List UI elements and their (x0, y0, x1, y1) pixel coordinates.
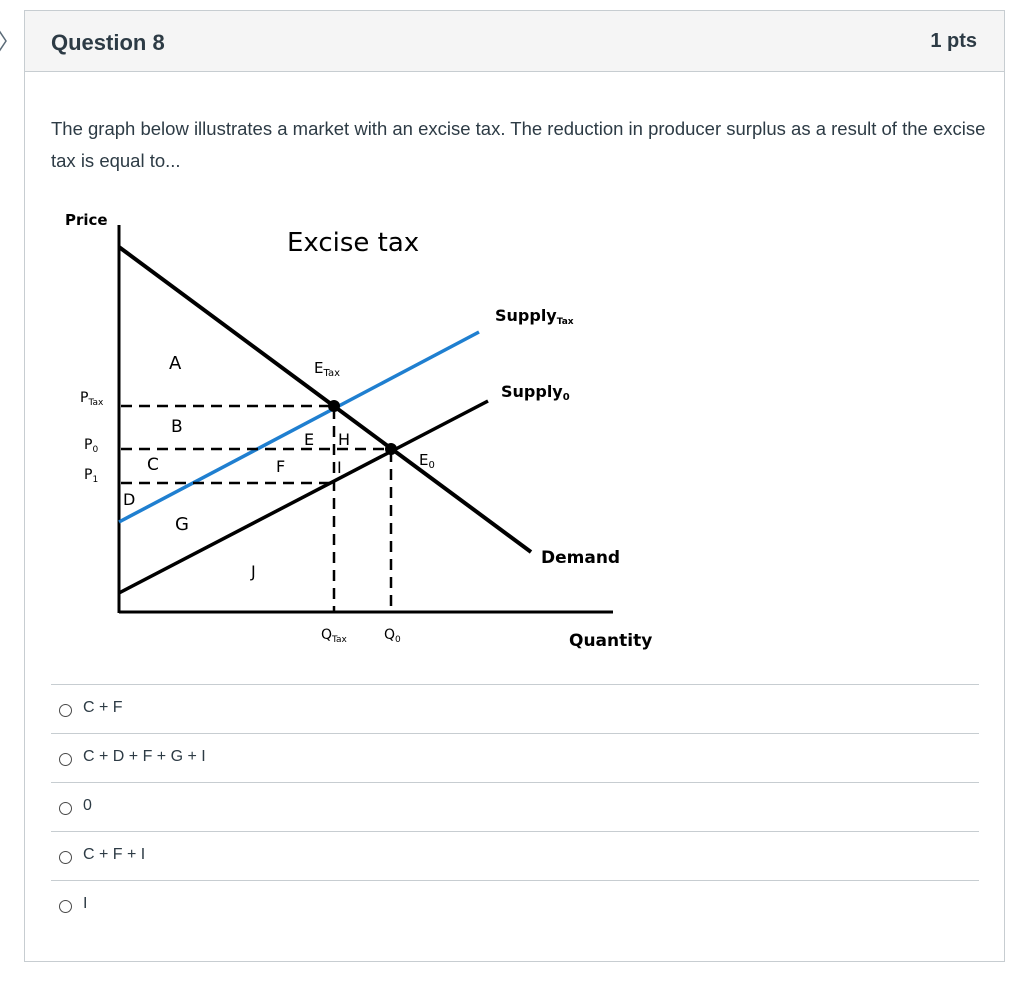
question-header (25, 11, 1004, 72)
answer-option[interactable] (51, 684, 979, 733)
region-f-label: F (276, 457, 286, 476)
e0-label: $E_0$ (419, 451, 435, 471)
answer-label: I (83, 895, 88, 912)
q-tax-label: $Q_{Tax}$ (321, 627, 347, 645)
question-card (24, 10, 1005, 962)
question-nav-marker-icon (0, 28, 8, 54)
region-h-label: H (338, 430, 351, 449)
demand-label: Demand (541, 548, 621, 568)
question-title: Question 8 (51, 30, 165, 55)
radio-button[interactable] (59, 753, 72, 766)
q0-label: $Q_0$ (384, 627, 401, 645)
supply0-label: Supply0 (501, 382, 570, 403)
question-points: 1 pts (930, 30, 977, 52)
e-tax-point (328, 400, 340, 412)
region-g-label: G (175, 514, 189, 535)
question-text: The graph below illustrates a market with an excise tax. The reduction in producer surplus as a result of the excise tax is equal to... (51, 118, 986, 171)
answer-label: 0 (83, 797, 92, 814)
supply-tax-label: SupplyTax (495, 306, 574, 327)
p-tax-label: $P_{Tax}$ (80, 390, 104, 408)
region-j-label: J (251, 562, 256, 581)
answer-list (51, 684, 979, 929)
answer-label: C + D + F + G + I (83, 748, 206, 765)
region-i-label: I (337, 458, 342, 477)
excise-tax-graph (51, 195, 691, 655)
answer-option[interactable] (51, 880, 979, 929)
radio-button[interactable] (59, 802, 72, 815)
x-axis-label: Quantity (569, 631, 653, 651)
answer-option[interactable] (51, 733, 979, 782)
y-axis-label: Price (65, 211, 108, 229)
e-tax-label: $E_{Tax}$ (314, 359, 340, 379)
demand-curve (119, 247, 531, 552)
radio-button[interactable] (59, 900, 72, 913)
answer-label: C + F (83, 699, 123, 716)
region-e-label: E (304, 430, 315, 449)
radio-button[interactable] (59, 704, 72, 717)
region-c-label: C (147, 455, 159, 475)
answer-label: C + F + I (83, 846, 146, 863)
e0-point (385, 443, 397, 455)
p0-label: $P_0$ (84, 437, 99, 455)
radio-button[interactable] (59, 851, 72, 864)
region-b-label: B (171, 417, 183, 437)
region-d-label: D (123, 490, 136, 509)
graph-title: Excise tax (287, 228, 420, 258)
p1-label: $P_1$ (84, 467, 99, 485)
answer-option[interactable] (51, 831, 979, 880)
answer-option[interactable] (51, 782, 979, 831)
region-a-label: A (169, 353, 182, 374)
